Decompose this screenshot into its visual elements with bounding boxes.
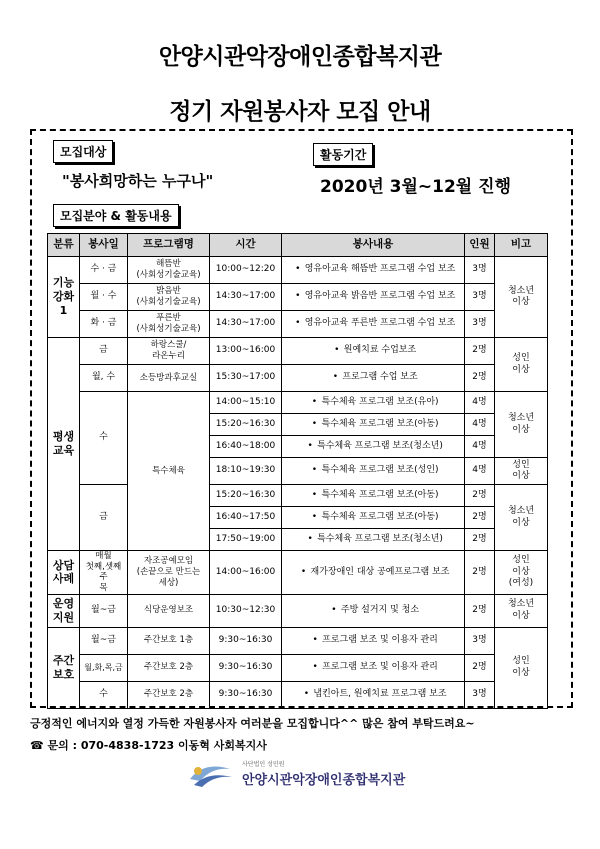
time-cell: 9:30~16:30 (210, 654, 282, 681)
note-cell: 성인 이상 (여성) (495, 551, 548, 595)
bullet: • (300, 566, 307, 577)
time-cell: 13:00~16:00 (210, 338, 282, 365)
period-label: 활동기간 (313, 143, 373, 166)
content-text: 특수체육 프로그램 보조(아동) (321, 418, 439, 429)
note-cell: 청소년 이상 (495, 392, 548, 458)
bullet: • (312, 634, 318, 645)
day-cell: 매월 첫째,셋째주 목 (80, 551, 128, 595)
content-cell (282, 311, 465, 338)
content-text: 특수체육 프로그램 보조(청소년) (317, 533, 443, 544)
time-cell: 15:20~16:30 (210, 485, 282, 507)
content-text: 재가장애인 대상 공예프로그램 보조 (310, 566, 450, 577)
bullet: • (332, 372, 339, 383)
content-cell (282, 338, 465, 365)
count-cell: 3명 (465, 681, 495, 708)
table-row (48, 485, 548, 507)
bullet: • (311, 418, 318, 429)
table-row (48, 627, 548, 654)
content-cell (282, 627, 465, 654)
note-cell: 성인 이상 (495, 338, 548, 392)
content-cell (282, 458, 465, 485)
category-cell (48, 257, 80, 338)
count-cell: 2명 (465, 654, 495, 681)
logo-subtitle: 사단법인 성민원 (242, 761, 285, 768)
count-cell: 3명 (465, 284, 495, 311)
content-text: 프로그램 보조 및 이용자 관리 (322, 634, 438, 645)
content-text: 영유아교육 밝음반 프로그램 수업 보조 (304, 291, 456, 302)
count-cell: 2명 (465, 594, 495, 627)
count-cell: 2명 (465, 551, 495, 595)
table-row (48, 365, 548, 392)
table-row (48, 284, 548, 311)
content-cell (282, 654, 465, 681)
bullet: • (303, 688, 310, 699)
category-label: 상담사례 (52, 558, 75, 586)
bullet: • (311, 396, 318, 407)
time-cell: 17:50~19:00 (210, 529, 282, 551)
day-cell: 월~금 (80, 594, 128, 627)
content-cell (282, 594, 465, 627)
content-text: 특수체육 프로그램 보조(아동) (321, 489, 439, 500)
field-label: 모집분야 & 활동내용 (53, 204, 179, 227)
content-cell (282, 284, 465, 311)
footer-message: 긍정적인 에너지와 열정 가득한 자원봉사자 여러분을 모집합니다^^ 많은 참여 부탁드려요~ (30, 717, 475, 730)
program-cell: 식당운영보조 (128, 594, 210, 627)
count-cell: 3명 (465, 257, 495, 284)
count-cell: 4명 (465, 392, 495, 414)
content-text: 영유아교육 해뜸반 프로그램 수업 보조 (304, 264, 456, 275)
count-cell: 2명 (465, 507, 495, 529)
table-row (48, 392, 548, 414)
content-text: 특수체육 프로그램 보조(아동) (321, 511, 439, 522)
count-cell: 2명 (465, 338, 495, 365)
note-cell: 성인 이상 (495, 458, 548, 485)
count-cell: 3명 (465, 627, 495, 654)
table-header (48, 234, 548, 257)
day-cell: 수 (80, 681, 128, 708)
table-row (48, 681, 548, 708)
program-cell: 밝음반 (사회성기술교육) (128, 284, 210, 311)
content-text: 특수체육 프로그램 보조(유아) (321, 396, 439, 407)
count-cell: 2명 (465, 529, 495, 551)
bullet: • (307, 440, 313, 451)
header-cell: 봉사내용 (282, 234, 465, 257)
content-text: 원예치료 수업보조 (343, 345, 417, 356)
content-cell (282, 529, 465, 551)
content-cell (282, 392, 465, 414)
time-cell: 14:00~16:00 (210, 551, 282, 595)
content-text: 프로그램 수업 보조 (342, 372, 418, 383)
content-cell (282, 257, 465, 284)
program-cell: 해뜸반 (사회성기술교육) (128, 257, 210, 284)
time-cell: 10:00~12:20 (210, 257, 282, 284)
program-cell: 하랑스쿨/ 라온누리 (128, 338, 210, 365)
footer-logo (182, 759, 422, 793)
category-label: 기능강화1 (52, 276, 75, 317)
note-cell: 청소년 이상 (495, 594, 548, 627)
program-cell: 푸른반 (사회성기술교육) (128, 311, 210, 338)
day-cell: 금 (80, 338, 128, 365)
content-text: 프로그램 보조 및 이용자 관리 (322, 661, 438, 672)
table-row (48, 654, 548, 681)
program-cell: 주간보호 1층 (128, 627, 210, 654)
table-row (48, 257, 548, 284)
time-cell: 14:30~17:00 (210, 311, 282, 338)
count-cell: 4명 (465, 414, 495, 436)
bullet: • (295, 318, 301, 329)
table-row (48, 551, 548, 595)
contact-info: ☎ 문의 : 070-4838-1723 이동혁 사회복지사 (30, 739, 267, 752)
bullet: • (311, 489, 318, 500)
header-cell: 분류 (48, 234, 80, 257)
time-cell: 14:30~17:00 (210, 284, 282, 311)
category-label: 평생교육 (52, 430, 75, 457)
content-cell (282, 365, 465, 392)
day-cell: 월,화,목,금 (80, 654, 128, 681)
table-row (48, 311, 548, 338)
content-cell (282, 681, 465, 708)
table-row (48, 338, 548, 365)
day-cell: 금 (80, 485, 128, 551)
program-cell: 특수체육 (128, 392, 210, 551)
logo-icon (182, 759, 238, 793)
header-cell: 시간 (210, 234, 282, 257)
program-cell: 주간보호 2층 (128, 681, 210, 708)
count-cell: 2명 (465, 365, 495, 392)
day-cell: 월~금 (80, 627, 128, 654)
content-cell (282, 551, 465, 595)
bullet: • (312, 661, 318, 672)
day-cell: 월 · 수 (80, 284, 128, 311)
content-cell (282, 485, 465, 507)
bullet: • (311, 511, 318, 522)
content-text: 영유아교육 푸른반 프로그램 수업 보조 (304, 318, 456, 329)
day-cell: 월, 수 (80, 365, 128, 392)
note-cell: 청소년 이상 (495, 485, 548, 551)
time-cell: 10:30~12:30 (210, 594, 282, 627)
count-cell: 4명 (465, 436, 495, 458)
day-cell: 수 (80, 392, 128, 485)
bullet: • (307, 533, 313, 544)
content-cell (282, 414, 465, 436)
header-cell: 봉사일 (80, 234, 128, 257)
category-cell (48, 594, 80, 627)
count-cell: 4명 (465, 458, 495, 485)
program-cell: 자조공예모임 (손끝으로 만드는 세상) (128, 551, 210, 595)
volunteer-table (47, 233, 548, 709)
note-cell: 청소년 이상 (495, 257, 548, 338)
target-text: "봉사희망하는 누구나" (62, 172, 214, 190)
bullet: • (311, 465, 318, 476)
period-text: 2020년 3월~12월 진행 (320, 177, 511, 197)
program-cell: 주간보호 2층 (128, 654, 210, 681)
page-title: 안양시관악장애인종합복지관 (158, 44, 442, 70)
content-cell (282, 436, 465, 458)
bullet: • (295, 291, 301, 302)
day-cell: 수 · 금 (80, 257, 128, 284)
time-cell: 16:40~18:00 (210, 436, 282, 458)
count-cell: 3명 (465, 311, 495, 338)
category-cell (48, 551, 80, 595)
category-cell (48, 627, 80, 708)
category-cell (48, 338, 80, 551)
header-cell: 비고 (495, 234, 548, 257)
content-text: 주방 설거지 및 청소 (340, 604, 420, 615)
content-cell (282, 507, 465, 529)
time-cell: 9:30~16:30 (210, 627, 282, 654)
bullet: • (295, 264, 301, 275)
time-cell: 15:30~17:00 (210, 365, 282, 392)
category-label: 주간보호 (52, 653, 75, 681)
time-cell: 15:20~16:30 (210, 414, 282, 436)
target-label: 모집대상 (53, 140, 113, 163)
time-cell: 14:00~15:10 (210, 392, 282, 414)
time-cell: 9:30~16:30 (210, 681, 282, 708)
content-text: 특수체육 프로그램 보조(청소년) (317, 440, 443, 451)
category-label: 운영지원 (52, 596, 75, 624)
content-text: 냅킨아트, 원예치료 프로그램 보조 (313, 688, 447, 699)
header-cell: 프로그램명 (128, 234, 210, 257)
count-cell: 2명 (465, 485, 495, 507)
header-cell: 인원 (465, 234, 495, 257)
bullet: • (334, 345, 340, 356)
program-cell: 소등방과후교실 (128, 365, 210, 392)
time-cell: 16:40~17:50 (210, 507, 282, 529)
table-row (48, 594, 548, 627)
logo-name: 안양시관악장애인종합복지관 (242, 773, 406, 788)
content-text: 특수체육 프로그램 보조(성인) (321, 465, 439, 476)
note-cell: 성인 이상 (495, 627, 548, 708)
page-subtitle: 정기 자원봉사자 모집 안내 (169, 99, 431, 125)
time-cell: 18:10~19:30 (210, 458, 282, 485)
day-cell: 화 · 금 (80, 311, 128, 338)
bullet: • (331, 604, 337, 615)
